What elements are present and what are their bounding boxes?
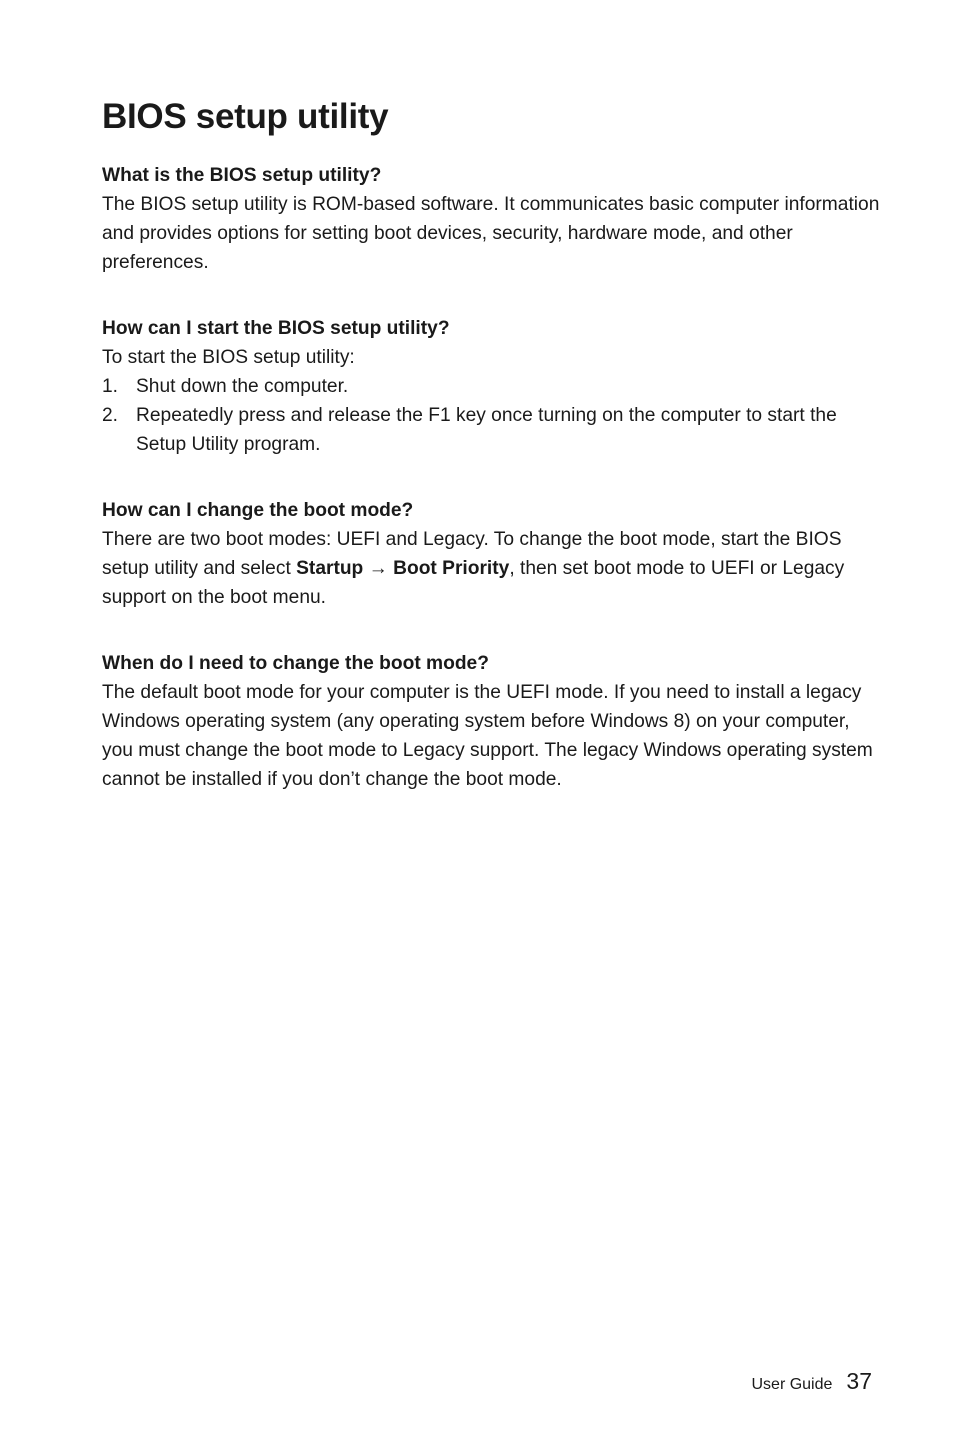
section-heading: How can I start the BIOS setup utility?: [102, 318, 450, 339]
section-start-bios: [102, 314, 882, 459]
body-text: There are two boot modes: UEFI and Legacy. To change the boot mode, start the BIOS setup utility and select: [102, 529, 842, 579]
section-heading: How can I change the boot mode?: [102, 500, 414, 521]
section-heading: What is the BIOS setup utility?: [102, 165, 382, 186]
page-number: 37: [846, 1368, 872, 1394]
step-number: 2.: [102, 405, 119, 426]
list-item: [102, 372, 882, 401]
steps-list: [102, 372, 882, 459]
step-text: Shut down the computer.: [136, 376, 349, 397]
page-title: BIOS setup utility: [102, 97, 389, 136]
section-intro: To start the BIOS setup utility:: [102, 347, 355, 368]
section-body: The BIOS setup utility is ROM-based software. It communicates basic computer information and provides options for setting boot devices, security, hardware mode, and other preferences.: [102, 194, 880, 273]
section-body: [102, 525, 882, 612]
step-text: Repeatedly press and release the F1 key once turning on the computer to start the Setup Utility program.: [136, 405, 837, 455]
footer-label: User Guide: [751, 1376, 833, 1393]
section-heading: When do I need to change the boot mode?: [102, 653, 489, 674]
section-change-boot-mode: [102, 496, 882, 612]
body-text: , then set boot mode to UEFI or Legacy support on the boot menu.: [102, 558, 845, 608]
list-item: [102, 401, 882, 459]
menu-path: Startup → Boot Priority: [296, 558, 510, 579]
section-what-is-bios: [102, 161, 882, 277]
section-body: The default boot mode for your computer is the UEFI mode. If you need to install a legacy Windows operating system (any operating system before Windows 8) on your computer, you must change the boot mode to Legacy support. The legacy Windows operating system cannot be installed if you don’t change the boot mode.: [102, 682, 873, 790]
page-footer: [751, 1366, 872, 1400]
step-number: 1.: [102, 376, 119, 397]
section-when-change-boot-mode: [102, 649, 882, 794]
